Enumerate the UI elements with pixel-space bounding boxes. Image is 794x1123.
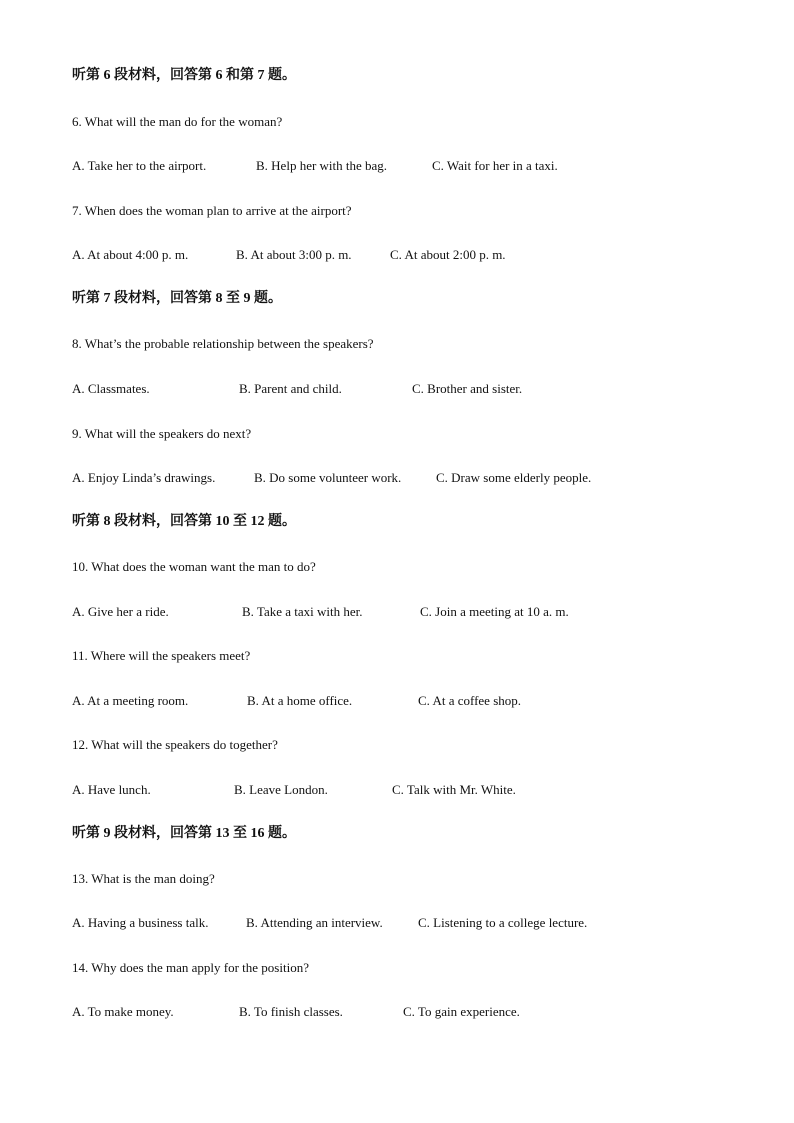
option-6-a: A. Take her to the airport.	[72, 158, 207, 173]
option-7-c: C. At about 2:00 p. m.	[390, 247, 506, 262]
option-6-c: C. Wait for her in a taxi.	[432, 158, 558, 173]
question-7: 7. When does the woman plan to arrive at the airport?	[72, 203, 352, 218]
option-14-a: A. To make money.	[72, 1004, 174, 1019]
option-11-c: C. At a coffee shop.	[418, 693, 522, 708]
option-6-b: B. Help her with the bag.	[256, 158, 388, 173]
question-10: 10. What does the woman want the man to do?	[72, 559, 316, 574]
option-12-b: B. Leave London.	[234, 782, 328, 797]
question-12: 12. What will the speakers do together?	[72, 737, 278, 752]
option-10-c: C. Join a meeting at 10 a. m.	[420, 604, 569, 619]
section-heading-7: 听第 7 段材料，回答第 8 至 9 题。	[72, 291, 282, 306]
option-13-a: A. Having a business talk.	[72, 915, 209, 930]
option-7-b: B. At about 3:00 p. m.	[236, 247, 352, 262]
question-14: 14. Why does the man apply for the position?	[72, 960, 309, 975]
option-13-b: B. Attending an interview.	[246, 915, 383, 930]
option-14-b: B. To finish classes.	[239, 1004, 343, 1019]
question-11: 11. Where will the speakers meet?	[72, 648, 251, 663]
option-8-b: B. Parent and child.	[239, 381, 342, 396]
question-6: 6. What will the man do for the woman?	[72, 114, 283, 129]
option-9-b: B. Do some volunteer work.	[254, 470, 402, 485]
option-11-b: B. At a home office.	[247, 693, 353, 708]
question-13: 13. What is the man doing?	[72, 871, 215, 886]
option-10-b: B. Take a taxi with her.	[242, 604, 363, 619]
section-heading-6: 听第 6 段材料，回答第 6 和第 7 题。	[72, 68, 296, 83]
option-8-a: A. Classmates.	[72, 381, 150, 396]
question-8: 8. What’s the probable relationship between the speakers?	[72, 336, 374, 351]
section-heading-8: 听第 8 段材料，回答第 10 至 12 题。	[72, 514, 296, 529]
option-9-c: C. Draw some elderly people.	[436, 470, 592, 485]
question-9: 9. What will the speakers do next?	[72, 426, 252, 441]
option-11-a: A. At a meeting room.	[72, 693, 189, 708]
option-13-c: C. Listening to a college lecture.	[418, 915, 588, 930]
option-12-c: C. Talk with Mr. White.	[392, 782, 516, 797]
option-9-a: A. Enjoy Linda’s drawings.	[72, 470, 216, 485]
option-14-c: C. To gain experience.	[403, 1004, 520, 1019]
option-8-c: C. Brother and sister.	[412, 381, 523, 396]
option-12-a: A. Have lunch.	[72, 782, 151, 797]
section-heading-9: 听第 9 段材料，回答第 13 至 16 题。	[72, 826, 296, 841]
option-10-a: A. Give her a ride.	[72, 604, 169, 619]
option-7-a: A. At about 4:00 p. m.	[72, 247, 189, 262]
